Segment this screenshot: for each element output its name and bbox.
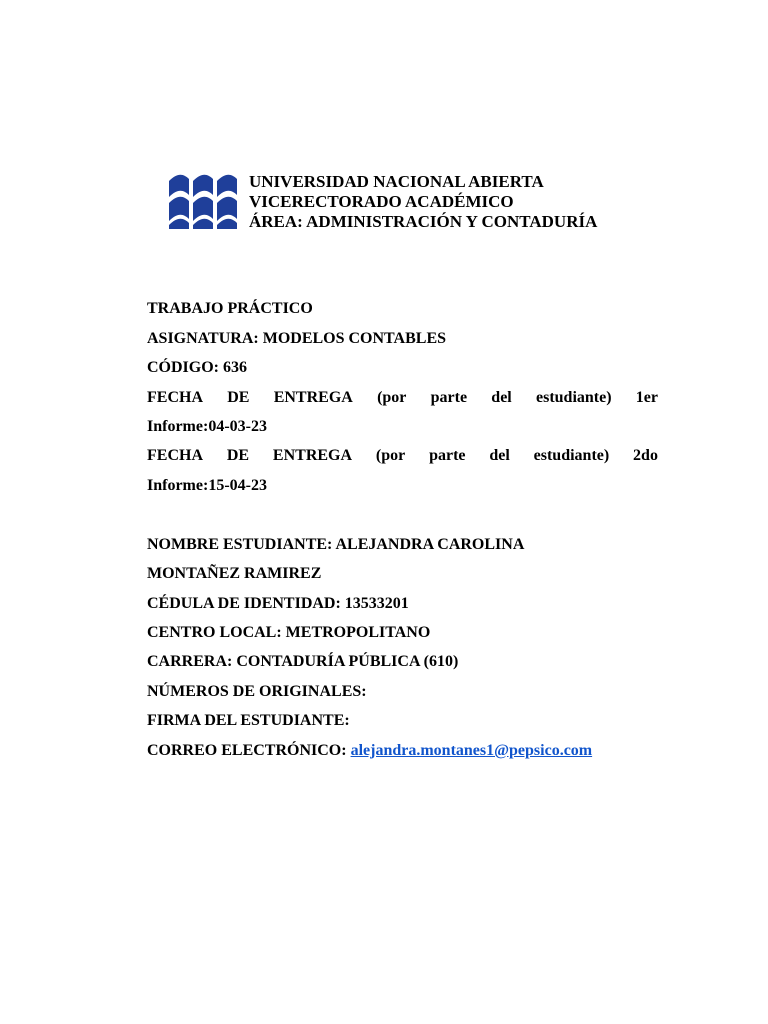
email-link[interactable]: alejandra.montanes1@pepsico.com — [350, 742, 593, 759]
email-line — [147, 741, 592, 761]
due-date-2-word: DE — [226, 447, 250, 464]
due-date-1-word: parte — [430, 389, 468, 406]
due-date-1-word: del — [491, 389, 512, 406]
vice-rectorate: VICERECTORADO ACADÉMICO — [249, 192, 514, 211]
career: CARRERA: CONTADURÍA PÚBLICA (610) — [147, 653, 459, 670]
student-name-line-2: MONTAÑEZ RAMIREZ — [147, 565, 322, 582]
due-date-2-word: parte — [429, 447, 466, 464]
due-date-1-word: FECHA — [147, 389, 203, 406]
area-name: ÁREA: ADMINISTRACIÓN Y CONTADURÍA — [249, 212, 598, 231]
due-date-1-word: 1er — [635, 389, 658, 406]
due-date-2-word: ENTREGA — [272, 447, 353, 464]
due-date-2-word: FECHA — [147, 447, 203, 464]
university-header — [249, 172, 729, 232]
assignment-title: TRABAJO PRÁCTICO — [147, 300, 313, 317]
university-logo-icon — [167, 171, 239, 229]
due-date-1-word: DE — [227, 389, 250, 406]
due-date-2-line — [147, 446, 658, 466]
due-date-2-report: Informe:15-04-23 — [147, 477, 267, 494]
subject-line: ASIGNATURA: MODELOS CONTABLES — [147, 330, 447, 347]
course-code: CÓDIGO: 636 — [147, 359, 247, 376]
student-id: CÉDULA DE IDENTIDAD: 13533201 — [147, 595, 409, 612]
due-date-2-word: del — [489, 447, 510, 464]
local-center: CENTRO LOCAL: METROPOLITANO — [147, 624, 431, 641]
due-date-1-line — [147, 388, 658, 408]
student-signature: FIRMA DEL ESTUDIANTE: — [147, 712, 350, 729]
due-date-1-report: Informe:04-03-23 — [147, 418, 267, 435]
email-label: CORREO ELECTRÓNICO: — [147, 742, 351, 759]
student-name-line-1: NOMBRE ESTUDIANTE: ALEJANDRA CAROLINA — [147, 536, 525, 553]
due-date-2-word: (por — [375, 447, 406, 464]
due-date-1-word: ENTREGA — [273, 389, 353, 406]
due-date-1-word: (por — [377, 389, 407, 406]
originals-count: NÚMEROS DE ORIGINALES: — [147, 683, 367, 700]
university-name: UNIVERSIDAD NACIONAL ABIERTA — [249, 172, 544, 191]
due-date-1-word: estudiante) — [535, 389, 612, 406]
due-date-2-word: estudiante) — [533, 447, 610, 464]
due-date-2-word: 2do — [633, 447, 658, 464]
